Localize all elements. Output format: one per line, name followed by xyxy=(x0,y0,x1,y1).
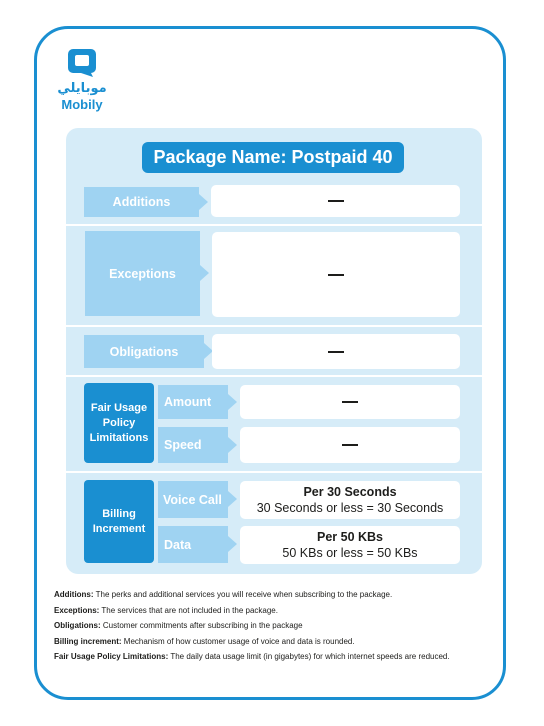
obligations-dash xyxy=(328,351,344,353)
data-arrow xyxy=(228,536,237,552)
voice-call-label xyxy=(158,481,228,518)
definitions-notes xyxy=(54,590,464,668)
logo-arabic-text: موبايلي xyxy=(57,81,107,96)
obligations-value xyxy=(212,334,460,369)
additions-arrow xyxy=(199,194,208,210)
voice-call-rule: 30 Seconds or less = 30 Seconds xyxy=(256,501,444,515)
note-obligations: Obligations: Customer commitments after subscribing in the package xyxy=(54,621,303,630)
voice-call-label-text: Voice Call xyxy=(163,492,222,507)
note-billing-increment: Billing increment: Mechanism of how customer usage of voice and data is rounded. xyxy=(54,636,355,646)
speed-value xyxy=(240,427,460,463)
speed-dash xyxy=(342,444,358,446)
amount-dash xyxy=(342,401,358,403)
fair-usage-label-text: Fair Usage Policy Limitations xyxy=(89,401,149,444)
row-divider xyxy=(66,224,482,226)
additions-dash xyxy=(328,200,344,202)
mobily-logo xyxy=(54,48,110,120)
data-rate: Per 50 KBs xyxy=(316,530,383,544)
amount-label xyxy=(158,385,228,419)
obligations-label-text: Obligations xyxy=(109,344,179,359)
package-title: Package Name: Postpaid 40 xyxy=(142,142,404,173)
speed-arrow xyxy=(228,437,237,453)
data-rule: 50 KBs or less = 50 KBs xyxy=(282,546,418,560)
speed-label-text: Speed xyxy=(164,438,202,452)
voice-call-value xyxy=(240,481,460,519)
additions-label xyxy=(84,187,199,217)
fair-usage-label xyxy=(84,383,154,463)
additions-value xyxy=(211,185,460,217)
row-divider xyxy=(66,471,482,473)
note-additions: Additions: The perks and additional services you will receive when subscribing to the package. xyxy=(54,590,393,599)
amount-arrow xyxy=(228,394,237,410)
voice-call-rate: Per 30 Seconds xyxy=(303,485,397,499)
exceptions-value xyxy=(212,232,460,317)
note-fair-usage: Fair Usage Policy Limitations: The daily data usage limit (in gigabytes) for which internet speeds are reduced. xyxy=(54,652,450,661)
row-divider xyxy=(66,325,482,327)
exceptions-label-text: Exceptions xyxy=(109,266,176,281)
exceptions-label xyxy=(85,231,200,316)
amount-value xyxy=(240,385,460,419)
exceptions-dash xyxy=(328,274,344,276)
billing-increment-label-text: Billing Increment xyxy=(92,507,146,535)
exceptions-arrow xyxy=(200,265,209,281)
speed-label xyxy=(158,427,228,463)
additions-label-text: Additions xyxy=(112,195,171,209)
mobily-logo-icon xyxy=(67,48,97,78)
row-divider xyxy=(66,375,482,377)
amount-label-text: Amount xyxy=(164,395,212,409)
data-label-text: Data xyxy=(164,537,192,552)
data-value xyxy=(240,526,460,564)
note-exceptions: Exceptions: The services that are not included in the package. xyxy=(54,605,278,615)
billing-increment-label xyxy=(84,480,154,563)
obligations-label xyxy=(84,335,204,368)
data-label xyxy=(158,526,228,563)
logo-english-text: Mobily xyxy=(61,97,103,112)
voice-call-arrow xyxy=(228,491,237,507)
